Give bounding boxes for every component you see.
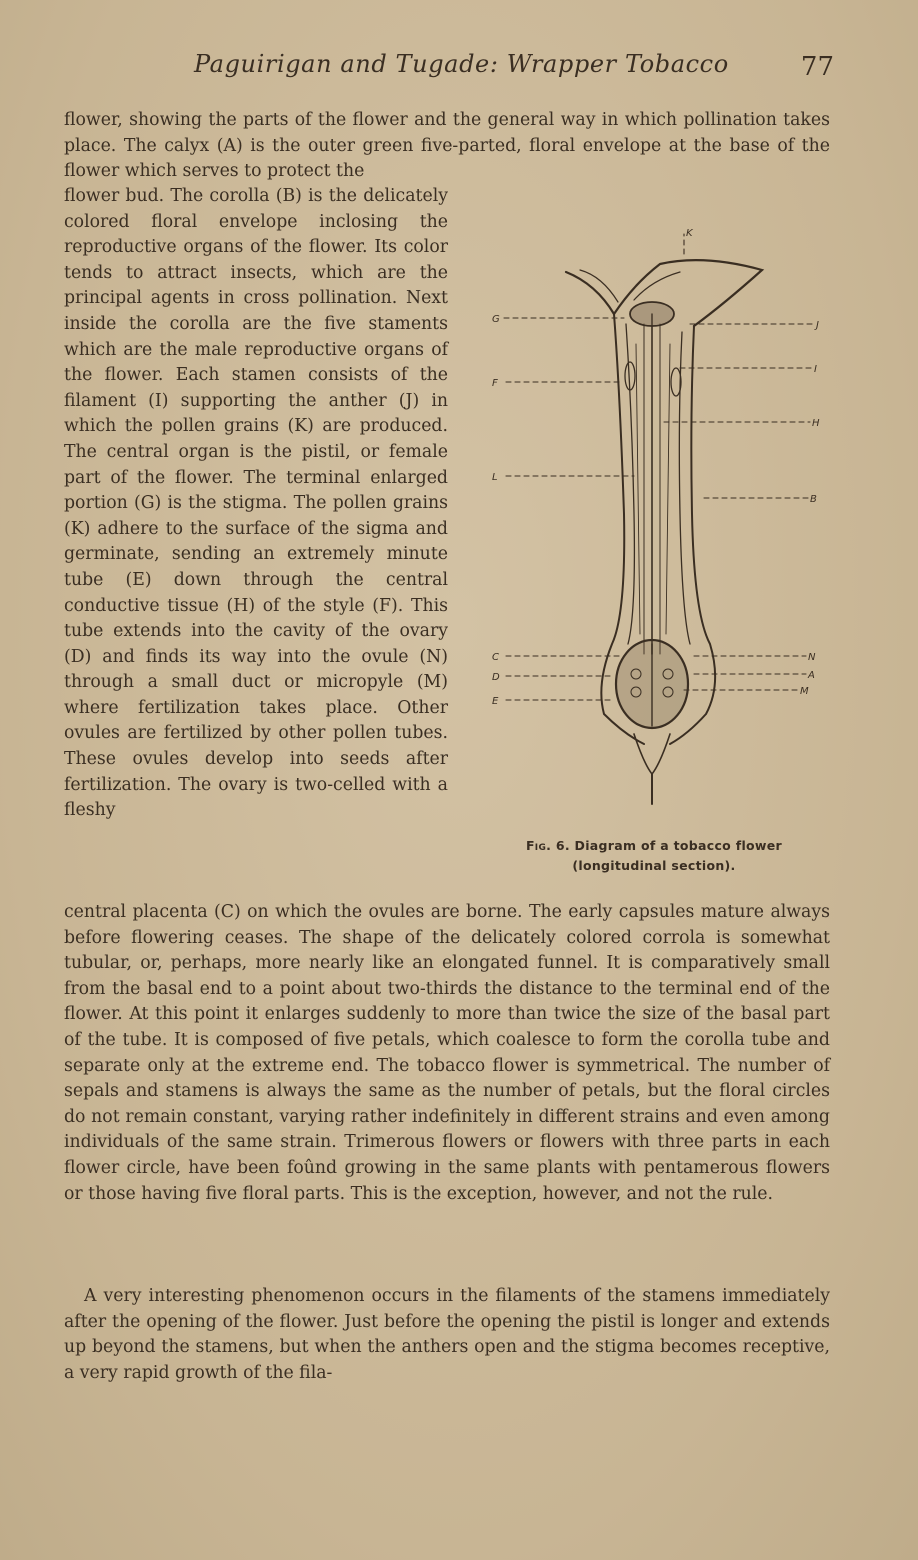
label-e: E	[492, 696, 499, 707]
tobacco-flower-diagram	[484, 214, 832, 814]
label-i: I	[814, 364, 817, 375]
label-d: D	[492, 672, 500, 683]
label-a: A	[808, 670, 815, 681]
label-k: K	[686, 228, 693, 239]
label-m: M	[800, 686, 809, 697]
label-c: C	[492, 652, 499, 663]
paragraph-1-wrapped: flower bud. The corolla (B) is the delicately colored floral envelope inclosing the reproductive organs of the flower. Its color tends to attract insects, which are the principal agents in cross pollination. Next inside the corolla are the five staments which are the male reproductive organs of the flower. Each stamen consists of the filament (I) supporting the anther (J) in which the pollen grains (K) are produced. The central organ is the pistil, or female part of the flower. The terminal enlarged portion (G) is the stigma. The pollen grains (K) adhere to the surface of the sigma and germinate, sending an extremely minute tube (E) down through the central conductive tissue (H) of the style (F). This tube extends into the cavity of the ovary (D) and finds its way into the ovule (N) through a small duct or micropyle (M) where fertilization takes place. Other ovules are fertilized by other pollen tubes. These ovules develop into seeds after fertilization. The ovary is two-celled with a fleshy	[64, 186, 448, 821]
paragraph-2: A very interesting phenomenon occurs in the filaments of the stamens immediately after the opening of the flower. Just before the opening the pistil is longer and extends up beyond the stamens, but when the anthers open and the stigma becomes receptive, a very rapid growth of the fila-	[64, 1286, 830, 1383]
page-header	[64, 50, 834, 90]
figure-caption-lead: Fig. 6.	[525, 838, 570, 853]
label-b: B	[810, 494, 817, 505]
label-g: G	[492, 314, 500, 325]
label-j: J	[816, 320, 819, 331]
paragraph-1-top: flower, showing the parts of the flower and the general way in which pollination takes place. The calyx (A) is the outer green five-parted, floral envelope at the base of the flower which serves to protect the	[64, 110, 830, 182]
figure-caption-text: Diagram of a tobacco flower (longitudinal section).	[572, 838, 783, 873]
page-number: 77	[800, 52, 834, 82]
label-h: H	[812, 418, 820, 429]
label-f: F	[492, 378, 498, 389]
label-l: L	[492, 472, 498, 483]
running-head: Paguirigan and Tugade: Wrapper Tobacco	[194, 50, 729, 78]
paragraph-1-bottom: central placenta (C) on which the ovules are borne. The early capsules mature always before flowering ceases. The shape of the delicately colored corrola is somewhat tubular, or, perhaps, more nearly like an elongated funnel. It is comparatively small from the basal end to a point about two-thirds the distance to the terminal end of the flower. At this point it enlarges suddenly to more than twice the size of the basal part of the tube. It is composed of five petals, which coalesce to form the corolla tube and separate only at the extreme end. The tobacco flower is symmetrical. The number of sepals and stamens is always the same as the number of petals, but the floral circles do not remain constant, varying rather indefinitely in different strains and even among individuals of the same strain. Trimerous flowers or flowers with three parts in each flower circle, have been foûnd growing in the same plants with pentamerous flowers or those having five floral parts. This is the exception, however, and not the rule.	[64, 902, 830, 1204]
label-n: N	[808, 652, 816, 663]
figure-caption	[484, 836, 824, 876]
